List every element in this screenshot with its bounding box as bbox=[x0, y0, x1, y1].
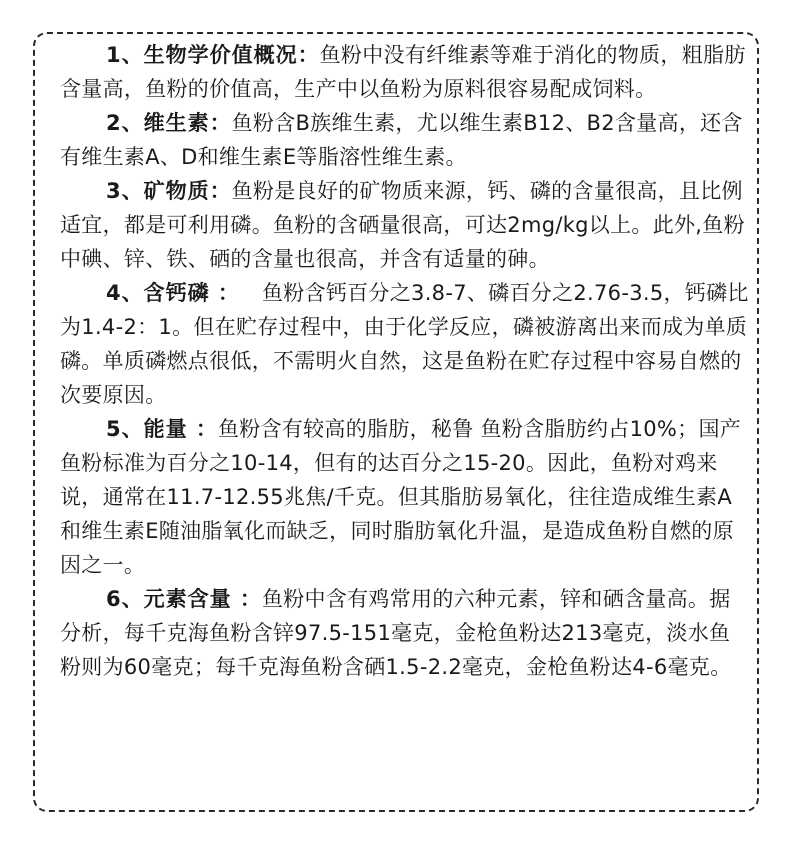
section-text: 鱼粉含钙百分之3.8-7、磷百分之2.76-3.5，钙磷比为1.4-2：1。但在贮存过程中，由于化学反应，磷被游离出来而成为单质磷。单质磷燃点很低，不需明火自然，这是鱼粉在贮存过程中容易自燃的次要原因。 bbox=[60, 281, 749, 407]
section-energy bbox=[60, 412, 750, 582]
section-text: 鱼粉中没有纤维素等难于消化的物质，粗脂肪含量高，鱼粉的价值高，生产中以鱼粉为原料很容易配成饲料。 bbox=[60, 43, 746, 101]
section-heading: 4、含钙磷 ： bbox=[106, 281, 240, 305]
section-text: 鱼粉中含有鸡常用的六种元素，锌和硒含量高。据分析，每千克海鱼粉含锌97.5-151毫克，金枪鱼粉达213毫克，淡水鱼粉则为60毫克；每千克海鱼粉含硒1.5-2.2毫克，金枪鱼粉达4-6毫克。 bbox=[60, 587, 732, 679]
section-heading: 1、生物学价值概况： bbox=[106, 43, 320, 67]
section-heading: 2、维生素： bbox=[106, 111, 232, 135]
section-element-content bbox=[60, 582, 750, 684]
article-body bbox=[60, 38, 750, 684]
section-heading: 3、矿物质： bbox=[106, 179, 232, 203]
section-text: 鱼粉是良好的矿物质来源，钙、磷的含量很高，且比例适宜，都是可利用磷。鱼粉的含硒量很高，可达2mg/kg以上。此外,鱼粉中碘、锌、铁、硒的含量也很高，并含有适量的砷。 bbox=[60, 179, 745, 271]
section-heading: 5、能量 ： bbox=[106, 417, 218, 441]
section-minerals bbox=[60, 174, 750, 276]
section-calcium-phosphorus bbox=[60, 276, 750, 412]
section-text: 鱼粉含B族维生素，尤以维生素B12、B2含量高，还含有维生素A、D和维生素E等脂溶性维生素。 bbox=[60, 111, 743, 169]
section-vitamins bbox=[60, 106, 750, 174]
section-biological-value bbox=[60, 38, 750, 106]
section-text: 鱼粉含有较高的脂肪，秘鲁 鱼粉含脂肪约占10%；国产鱼粉标准为百分之10-14，但有的达百分之15-20。因此，鱼粉对鸡来说，通常在11.7-12.55兆焦/千克。但其脂肪易氧化，往往造成维生素A和维生素E随油脂氧化而缺乏，同时脂肪氧化升温，是造成鱼粉自燃的原因之一。 bbox=[60, 417, 742, 577]
section-heading: 6、元素含量 ： bbox=[106, 587, 262, 611]
